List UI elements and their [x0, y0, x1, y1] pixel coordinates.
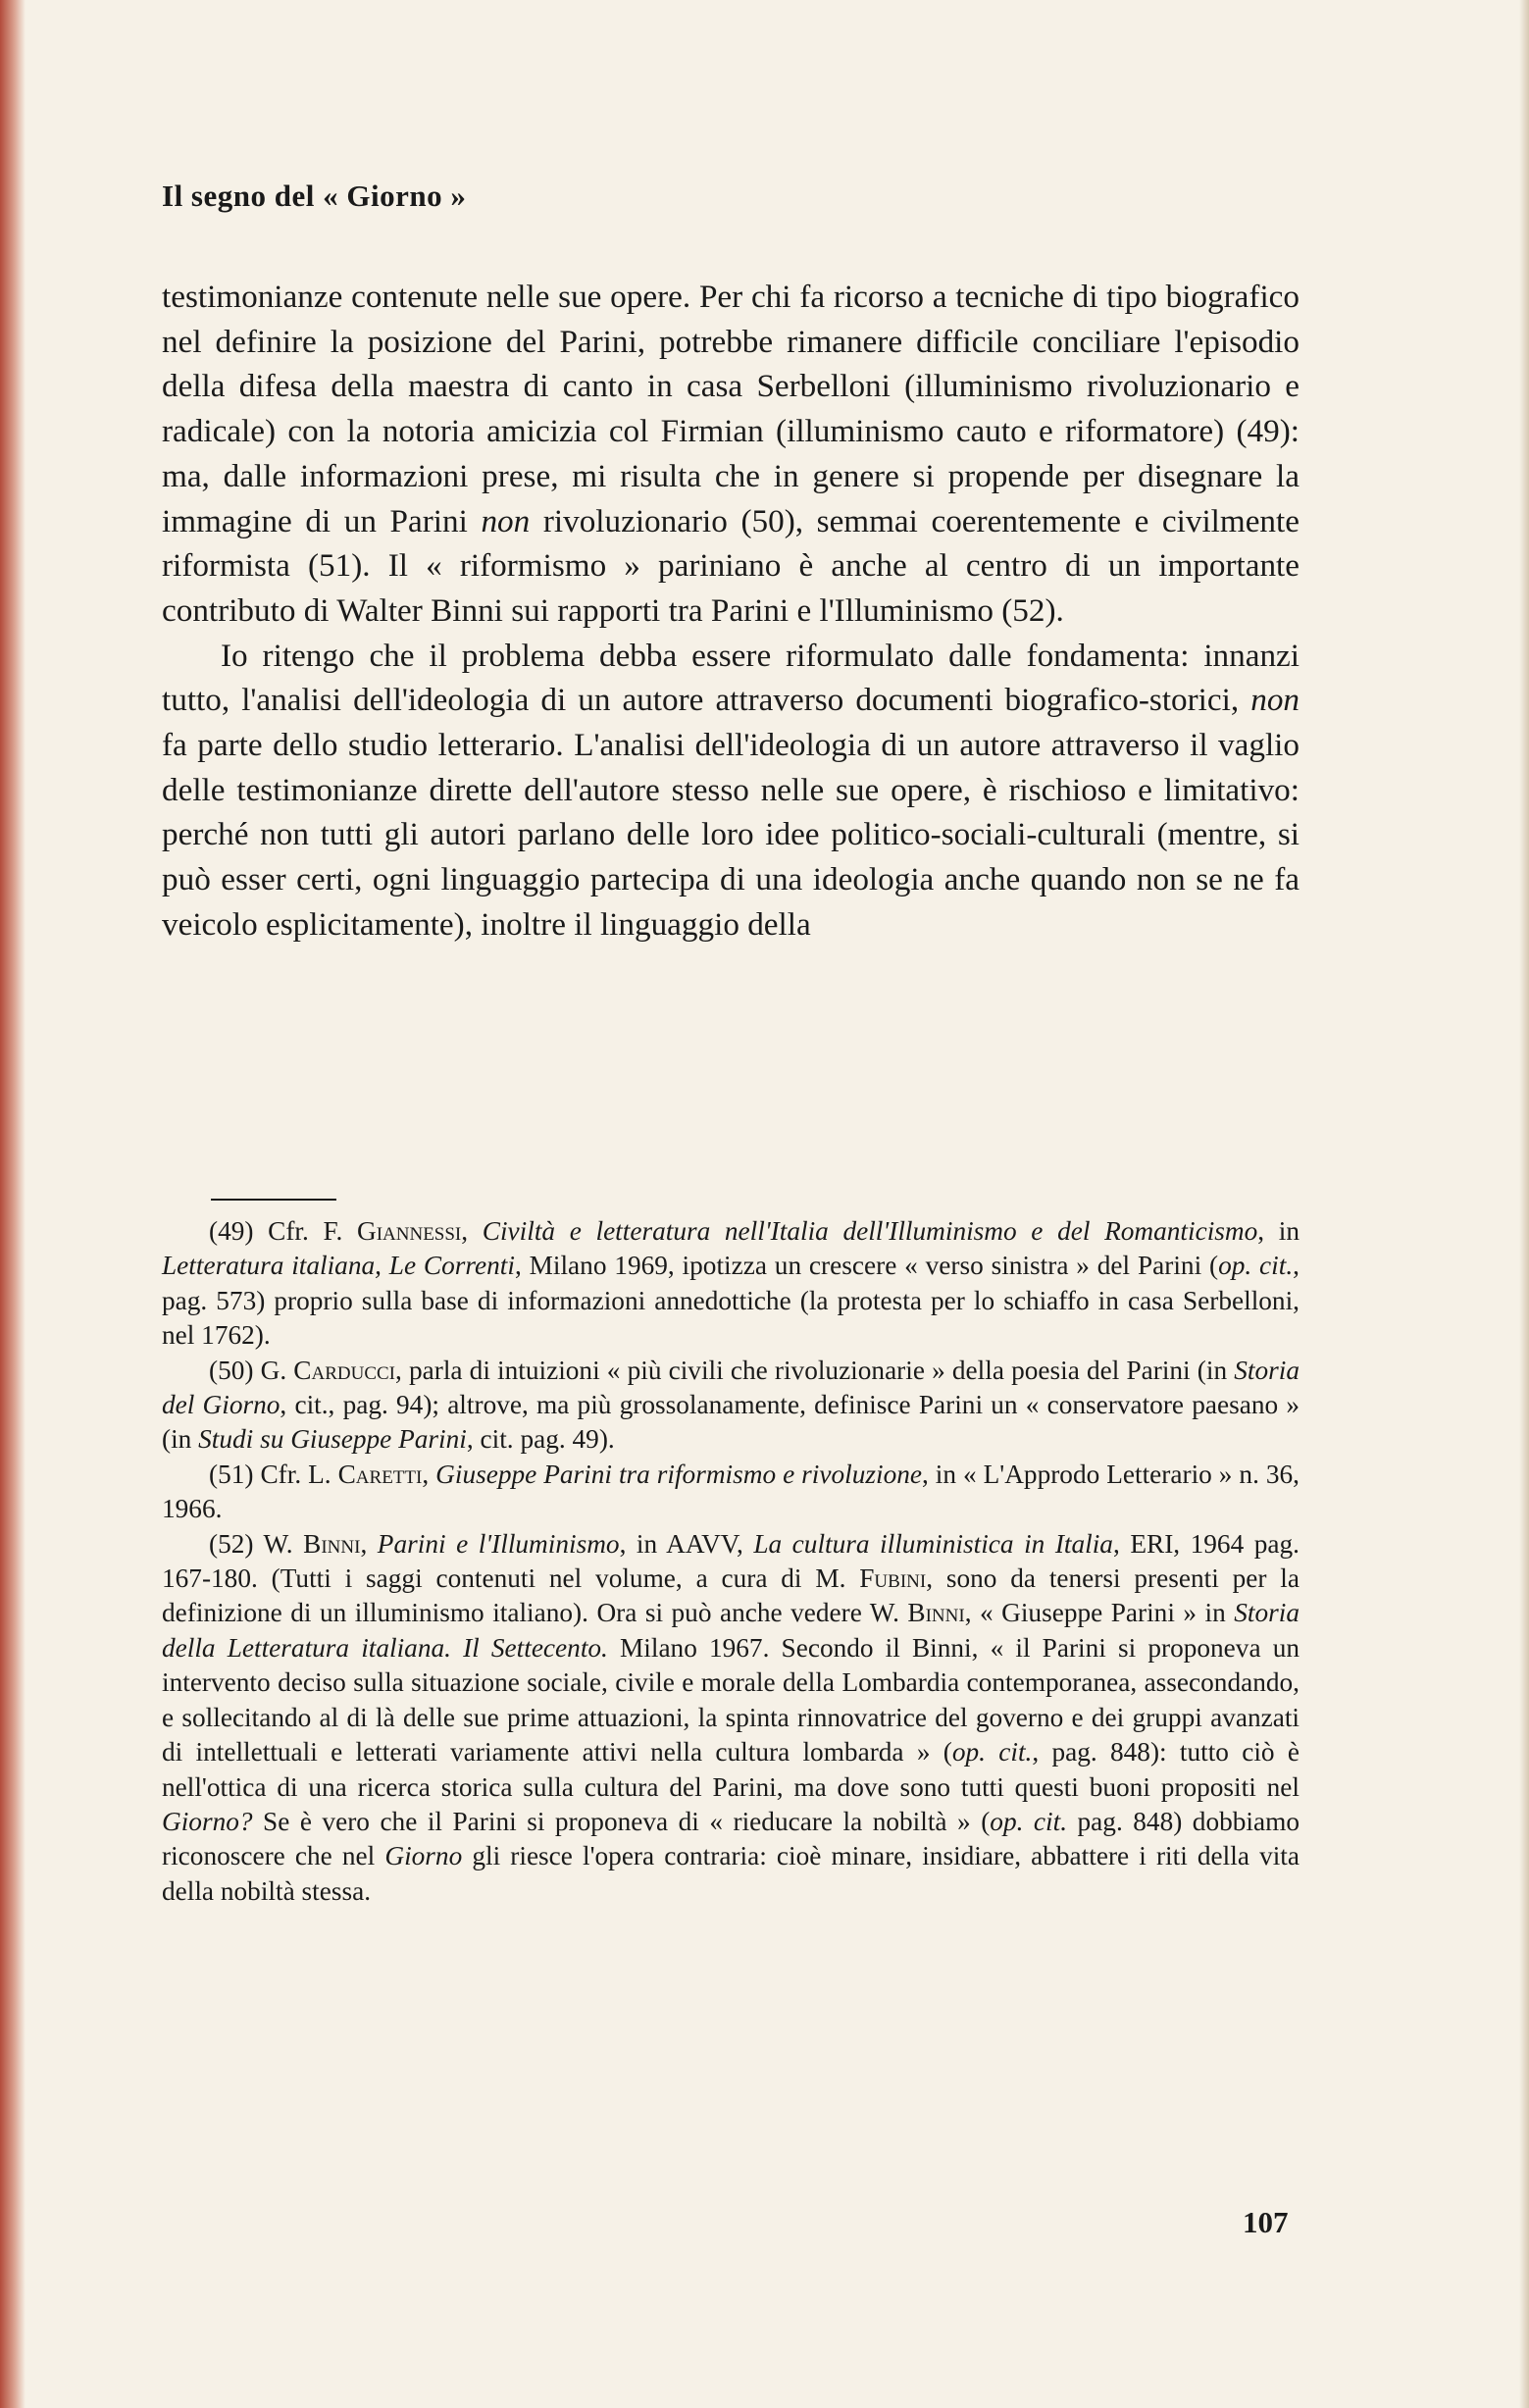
text-span: (52) W. [209, 1528, 304, 1559]
footnote-52 [162, 1527, 1300, 1909]
author-name: Binni [303, 1528, 361, 1559]
text-span: Milano 1967. Secondo il Binni, « il Parini si proponeva un intervento deciso sulla situazione sociale, civile e morale della Lombardia contemporanea, assecondando, e sollecitando al di là delle sue prime attuazioni, la spinta rinnovatrice del governo e dei gruppi avanzati di intellettuali e letterati variamente attivi nella cultura lombarda » ( [162, 1632, 1300, 1768]
text-span: , parla di intuizioni « più civili che rivoluzionarie » della poesia del Parini (in [395, 1355, 1235, 1385]
text-span: (49) Cfr. F. [209, 1216, 357, 1246]
text-span: testimonianze contenute nelle sue opere. Per chi fa ricorso a tecniche di tipo biografico nel definire la posizione del Parini, potrebbe rimanere difficile conciliare l'episodio della difesa della maestra di canto in casa Serbelloni (illuminismo rivoluzionario e radicale) con la notoria amicizia col Firmian (illuminismo cauto e riformatore) (49): ma, dalle informazioni prese, mi risulta che in genere si propende per disegnare la immagine di un Parini [162, 279, 1300, 539]
book-title: Giuseppe Parini tra riformismo e rivoluzione [435, 1459, 922, 1489]
text-span: , [360, 1528, 378, 1559]
text-span: , « Giuseppe Parini » in [964, 1598, 1235, 1628]
footnote-50 [162, 1354, 1300, 1458]
emphasis: op. cit. [990, 1806, 1068, 1836]
emphasis: op. cit. [951, 1737, 1033, 1768]
emphasis: op. cit. [1218, 1251, 1294, 1281]
book-title: Studi su Giuseppe Parini [198, 1424, 467, 1455]
text-span: Se è vero che il Parini si proponeva di « rieducare la nobiltà » ( [252, 1806, 991, 1836]
text-span: (51) Cfr. L. [209, 1459, 338, 1489]
text-span: fa parte dello studio letterario. L'analisi dell'ideologia di un autore attraverso il vaglio delle testimonianze dirette dell'autore stesso nelle sue opere, è rischioso e limitativo: perché non tutti gli autori parlano delle loro idee politico-sociali-culturali (mentre, si può esser certi, ogni linguaggio partecipa di una ideologia anche quando non se ne fa veicolo esplicitamente), inoltre il linguaggio della [162, 727, 1300, 943]
footnote-separator [211, 1199, 336, 1201]
text-span: , in [1257, 1216, 1300, 1246]
book-title: Storia della Letteratura italiana. Il Settecento. [162, 1598, 1300, 1663]
emphasis: non [481, 502, 531, 539]
text-span: Io ritengo che il problema debba essere riformulato dalle fondamenta: innanzi tutto, l'analisi dell'ideologia di un autore attraverso documenti biografico-storici, [162, 637, 1300, 719]
book-title: Civiltà e letteratura nell'Italia dell'Illuminismo e del Romanticismo [482, 1216, 1258, 1246]
body-paragraph-2 [162, 634, 1300, 948]
footnote-51 [162, 1458, 1300, 1527]
text-span: , [422, 1459, 436, 1489]
page-right-edge [1519, 0, 1529, 2408]
text-span: rivoluzionario (50), semmai coerentemente e civilmente riformista (51). Il « riformismo » pariniano è anche al centro di un importante contributo di Walter Binni sui rapporti tra Parini e l'Illuminismo (52). [162, 502, 1300, 629]
text-span: pag. 848) dobbiamo riconoscere che nel [162, 1806, 1300, 1871]
footnotes [162, 1214, 1300, 1909]
main-text [162, 275, 1300, 948]
author-name: Binni [907, 1598, 965, 1628]
author-name: Fubini [859, 1563, 927, 1594]
page-number: 107 [1243, 2205, 1289, 2239]
emphasis: non [1250, 682, 1300, 719]
text-span: , cit., pag. 94); altrove, ma più grossolanamente, definisce Parini un « conservatore paesano » (in [162, 1390, 1300, 1455]
text-span: , sono da tenersi presenti per la definizione di un illuminismo italiano). Ora si può anche vedere W. [162, 1563, 1300, 1628]
author-name: Caretti [337, 1459, 423, 1489]
footnote-49 [162, 1214, 1300, 1354]
text-span: , cit. pag. 49). [466, 1424, 615, 1455]
text-span: (50) G. [209, 1355, 294, 1385]
body-paragraph-1 [162, 275, 1300, 634]
book-title: La cultura illuministica in Italia [753, 1528, 1113, 1559]
text-span: , ERI, 1964 pag. 167-180. (Tutti i saggi contenuti nel volume, a cura di M. [162, 1528, 1300, 1594]
author-name: Giannessi [356, 1216, 462, 1246]
author-name: Carducci [293, 1355, 396, 1385]
book-title: Parini e l'Illuminismo [377, 1528, 620, 1559]
text-span: , [461, 1216, 483, 1246]
text-span: , pag. 573) proprio sulla base di informazioni annedottiche (la protesta per lo schiaffo in casa Serbelloni, nel 1762). [162, 1251, 1300, 1351]
book-title: Giorno [384, 1841, 463, 1871]
text-span: gli riesce l'opera contraria: cioè minare, insidiare, abbattere i riti della vita della nobiltà stessa. [162, 1841, 1300, 1906]
page-binding-edge [0, 0, 25, 2408]
text-span: , Milano 1969, ipotizza un crescere « verso sinistra » del Parini ( [514, 1251, 1219, 1281]
book-title: Giorno? [162, 1806, 253, 1836]
text-span: , pag. 848): tutto ciò è nell'ottica di una ricerca storica sulla cultura del Parini, ma dove sono tutti questi buoni propositi nel [162, 1737, 1300, 1802]
running-head: Il segno del « Giorno » [162, 179, 467, 213]
book-title: Storia del Giorno [162, 1355, 1300, 1420]
book-title: Letteratura italiana, Le Correnti [162, 1251, 515, 1281]
text-span: , in AAVV, [619, 1528, 754, 1559]
text-span: , in « L'Approdo Letterario » n. 36, 1966. [162, 1459, 1300, 1524]
